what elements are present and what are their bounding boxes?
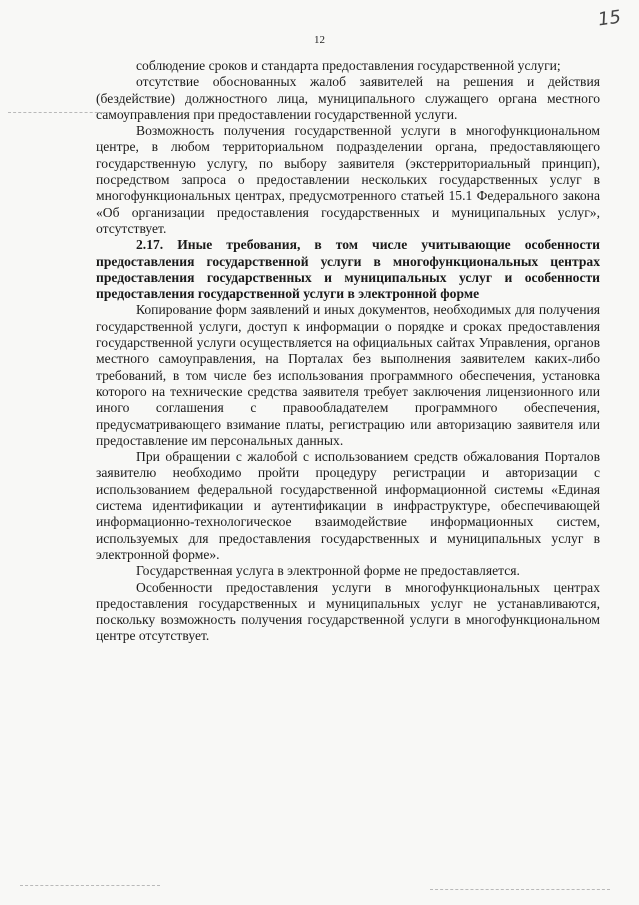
scan-artifact-line (8, 112, 108, 113)
paragraph-mfc-features: Особенности предоставления услуги в многофункциональных центрах предоставления государственных и муниципальных услуг не устанавливаются, поскольку возможность получения государственной услуги в многофункциональном центре отсутствует. (96, 579, 600, 644)
section-heading-2-17: 2.17. Иные требования, в том числе учитывающие особенности предоставления государственной услуги в многофункциональных центрах предоставления государственных и муниципальных услуг и особенности предоставления государственной услуги в электронной форме (96, 237, 600, 302)
document-body (96, 58, 600, 645)
paragraph-no-electronic-form: Государственная услуга в электронной форме не предоставляется. (136, 563, 520, 579)
scan-artifact-line (430, 889, 610, 890)
paragraph-complaint-portals: При обращении с жалобой с использованием средств обжалования Порталов заявителю необходимо пройти процедуру регистрации и авторизации с использованием федеральной государственной информационной системы «Единая система идентификации и аутентификации в инфраструктуре, обеспечивающей информационно-технологическое взаимодействие информационных систем, используемых для предоставления государственных и муниципальных услуг в электронной форме». (96, 449, 600, 562)
paragraph-copying-forms: Копирование форм заявлений и иных документов, необходимых для получения государственной услуги, доступ к информации о порядке и сроках предоставления государственной услуги осуществляется на официальных сайтах Управления, органов местного самоуправления, на Порталах без выполнения заявителем каких-либо требований, в том числе без использования программного обеспечения, установка которого на технические средства заявителя требует заключения лицензионного или иного соглашения с правообладателем программного обеспечения, предусматривающего взимание платы, регистрацию или авторизацию заявителя или предоставление им персональных данных. (96, 302, 600, 448)
scan-artifact-line (20, 885, 160, 886)
paragraph-deadlines-standard: соблюдение сроков и стандарта предоставления государственной услуги; (136, 58, 561, 73)
paragraph-no-complaints: отсутствие обоснованных жалоб заявителей на решения и действия (бездействие) должностного лица, муниципального служащего органа местного самоуправления при предоставлении государственной услуги. (96, 74, 600, 122)
handwritten-sheet-number: 15 (596, 6, 623, 31)
page-number: 12 (314, 34, 325, 46)
paragraph-mfc-possibility: Возможность получения государственной услуги в многофункциональном центре, в любом территориальном подразделении органа, предоставляющего государственную услугу, по выбору заявителя (экстерриториальный принцип), посредством запроса о предоставлении нескольких государственных услуг в многофункциональных центрах, предусмотренного статьей 15.1 Федерального закона «Об организации предоставления государственных и муниципальных услуг», отсутствует. (96, 123, 600, 236)
